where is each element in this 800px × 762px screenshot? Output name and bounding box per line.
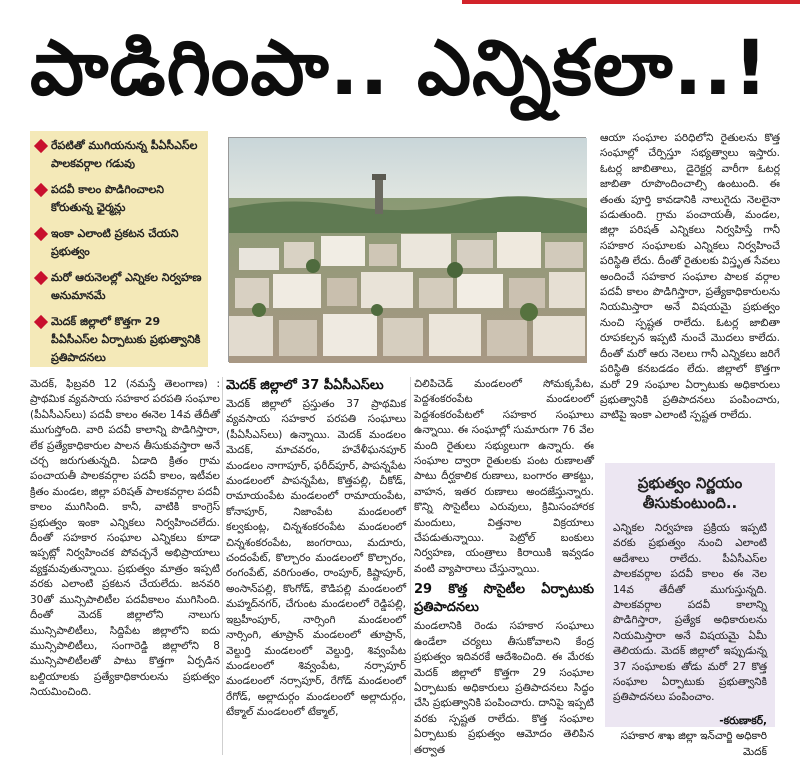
article-column-4 — [600, 131, 780, 429]
masthead-red-bar — [462, 0, 800, 4]
column-divider — [222, 377, 223, 755]
highlight-item — [36, 269, 202, 305]
highlight-text: పదవీ కాలం పొడిగించాలని కోరుతున్న ఛైర్మన్లు — [51, 183, 164, 214]
highlight-item — [36, 225, 202, 261]
highlight-item — [36, 181, 202, 217]
page-headline: పాడిగింపా.. ఎన్నికలా..! — [30, 23, 769, 112]
article-paragraph: మెదక్‌, ఫిబ్రవరి 12 (నమస్తే తెలంగాణ) : ప్రాథమిక వ్యవసాయ సహకార పరపతి సంఘాల (పీఏసీఎస్‌లు) పదవీ కాలం ఈనెల 14వ తేదీతో ముగుస్తోంది. వారి పదవీ కాలాన్ని పొడిగిస్తారా, లేక ప్రత్యేకాధికారుల పాలన తీసుకువస్తారా అనే చర్చ జరుగుతున్నది. ఏడాది క్రితం గ్రామ పంచాయతీ పాలకవర్గాల పదవీ కాలం, ఇటీవల క్రితం మండల, జిల్లా పరిషత్‌ పాలకవర్గాల పదవీ కాలం ముగిసింది. కానీ, వాటికి కాంగ్రెస్‌ ప్రభుత్వం ఇంకా ఎన్నికలు నిర్వహించలేదు. దీంతో సహకార సంఘాల ఎన్నికలు కూడా ఇప్పట్లో నిర్వహించక పోవచ్చనే అభిప్రాయాలు వ్యక్తమవుతున్నాయి. ప్రభుత్వం మాత్రం ఇప్పటి వరకు ఎలాంటి ప్రకటన చేయలేదు. జనవరి 30తో మున్సిపాలిటీల పదవీకాలం ముగిసింది. దీంతో మెదక్‌ జిల్లాలోని నాలుగు మున్సిపాలిటీలు, సిద్దిపేట జిల్లాలోని ఐదు మున్సిపాలిటీలు, సంగారెడ్డి జిల్లాలోని 8 మున్సిపాలిటీలతో పాటు కొత్తగా ఏర్పడిన బల్దియాలకు ప్రత్యేకాధికారులను ప్రభుత్వం నియమించింది. — [30, 378, 220, 699]
official-quote-box — [605, 463, 775, 758]
article-paragraph: ఆయా సంఘాల పరిధిలోని రైతులను కొత్త సంఘాల్లో చేర్పిస్తూ సభ్యత్వాలు ఇస్తారు. ఓటర్ల జాబితాలు, డైరెక్టర్ల వారీగా ఓటర్ల జాబితా రూపొందించాల్సి ఉంటుంది. ఈ తంతు పూర్తి కావడానికి నాలుగైదు నెలలైనా పడుతుంది. గ్రామ పంచాయతీ, మండల, జిల్లా పరిషత్‌ ఎన్నికలు నిర్వహిస్తే గానీ సహకార సంఘాలకు ఎన్నికలు నిర్వహించే పరిస్థితి లేదు. దీంతో రైతులకు విస్తృత సేవలు అందించే సహకార సంఘాల పాలక వర్గాల పదవీ కాలం పొడిగిస్తారా, ప్రత్యేకాధికారులను నియమిస్తారా అనే విషయమై ప్రభుత్వం నుంచి స్పష్టత రాలేదు. ఓటర్ల జాబితా రూపకల్పన ఇప్పటి నుంచే మొదలు కాలేదు. దీంతో మరో ఆరు నెలలు గానీ ఎన్నికలు జరిగే పరిస్థితి కనబడడం లేదు. జిల్లాలో కొత్తగా మరో 29 సంఘాల ఏర్పాటుకు అధికారులు ప్రభుత్వానికి ప్రతిపాదనలు పంపించారు, వాటిపై ఇంకా ఎలాంటి స్పష్టత రాలేదు. — [600, 132, 780, 422]
article-column-3 — [414, 377, 594, 755]
article-column-2 — [226, 377, 406, 755]
diamond-bullet-icon — [34, 315, 48, 329]
column-divider — [410, 377, 411, 755]
quote-box-title: ప్రభుత్వం నిర్ణయం తీసుకుంటుంది.. — [637, 474, 743, 512]
section-subheading: మెదక్‌ జిల్లాలో 37 పీఏసీఎస్‌లు — [226, 378, 384, 393]
diamond-bullet-icon — [34, 139, 48, 153]
highlight-text: రేపటితో ముగియనున్న పీఏసీఎస్‌ల పాలకవర్గాల గడువు — [51, 139, 198, 170]
article-paragraph: మండలానికి రెండు సహకార సంఘాలు ఉండేలా చర్యలు తీసుకోవాలని కేంద్ర ప్రభుత్వం ఇదివరకే ఆదేశించింది. ఈ మేరకు మెదక్‌ జిల్లాలో కొత్తగా 29 సంఘాల ఏర్పాటుకు అధికారులు ప్రతిపాదనలు సిద్ధం చేసి ప్రభుత్వానికి పంపించారు. దానిపై ఇప్పటి వరకు స్పష్టత రాలేదు. కొత్త సంఘాల ఏర్పాటుకు ప్రభుత్వం ఆమోదం తెలిపిన తర్వాత — [414, 620, 594, 756]
highlights-box — [30, 131, 208, 367]
quote-box-text: ఎన్నికల నిర్వహణ ప్రక్రియ ఇప్పటి వరకు ప్రభుత్వం నుంచి ఎలాంటి ఆదేశాలు రాలేదు. పీఏసీఎస్‌ల పాలకవర్గాల పదవీ కాలం ఈ నెల 14వ తేదీతో ముగుస్తున్నది. పాలకవర్గాల పదవీ కాలాన్ని పొడిగిస్తారా, ప్రత్యేక అధికారులను నియమిస్తారా అనే విషయమై ఏమీ తెలియదు. మెదక్‌ జిల్లాలో ఇప్పుడున్న 37 సంఘాలకు తోడు మరో 27 కొత్త సంఘాల ఏర్పాటుకు ప్రభుత్వానికి ప్రతిపాదనలు పంపించాం. — [613, 522, 767, 704]
quote-author-role: సహకార శాఖ జిల్లా ఇన్‌చార్జి అధికారి మెదక్‌ — [620, 730, 767, 758]
diamond-bullet-icon — [34, 227, 48, 241]
highlight-item — [36, 137, 202, 173]
article-column-1 — [30, 377, 220, 755]
article-paragraph: చిలిపిచెడ్‌ మండలంలో సోమక్కపేట, పెద్దశంకరంపేట మండలంలో పెద్దశంకరంపేటలో సహకార సంఘాలు ఉన్నాయి. ఈ సంఘాల్లో సుమారుగా 76 వేల మంది రైతులు సభ్యులుగా ఉన్నారు. ఈ సంఘాల ద్వారా రైతులకు పంట రుణాలతో పాటు దీర్ఘకాలిక రుణాలు, బంగారం తాకట్టు, వాహన, ఇతర రుణాలు అందజేస్తున్నారు. కొన్ని సొసైటీలు ఎరువులు, క్రిమిసంహారక మందులు, విత్తనాల విక్రయాలు చేపడుతున్నాయి. పెట్రోల్‌ బంకులు నిర్వహణ, యంత్రాలు కిరాయికి ఇవ్వడం వంటి వ్యాపారాలు చేస్తున్నాయి. — [414, 378, 594, 575]
quote-author: -కరుణాకర్‌, — [719, 714, 767, 727]
section-subheading: 29 కొత్త సొసైటీల ఏర్పాటుకు ప్రతిపాదనలు — [414, 582, 594, 616]
highlight-text: మరో ఆరునెలల్లో ఎన్నికల నిర్వహణ అనుమానమే — [51, 271, 202, 302]
diamond-bullet-icon — [34, 183, 48, 197]
highlight-text: ఇంకా ఎలాంటి ప్రకటన చేయని ప్రభుత్వం — [51, 227, 179, 258]
highlight-item — [36, 313, 202, 367]
article-paragraph: మెదక్‌ జిల్లాలో ప్రస్తుతం 37 ప్రాథమిక వ్యవసాయ సహకార పరపతి సంఘాలు (పీఏసీఎస్‌లు) ఉన్నాయి. మెదక్‌ మండలం మెదక్‌, మాచవరం, హవేళీఘనపూర్‌ మండలం నాగాపూర్‌, ఫరీద్‌పూర్‌, పాపన్నపేట మండలంలో పాపన్నపేట, కొత్తపల్లి, చీకోడ్‌, రామాయంపేట మండలంలో రామాయంపేట, కోనాపూర్‌, నిజాంపేట మండలంలో కల్వకుంట్ల, చిన్నశంకరంపేట మండలంలో చిన్నశంకరంపేట, జంగరాయి, మదూరు, చందంపేట్‌, కొల్చారం మండలంలో కొల్చారం, రంగంపేట్‌, వరిగుంతం, రాంపూర్‌, కిష్టాపూర్‌, అంసాన్‌పల్లి, కొంగోడ్‌, కౌడిపల్లి మండలంలో మహ్మద్‌నగర్‌, చేగుంట మండలంలో రెడ్డిపల్లి, ఇబ్రహీంపూర్‌, నార్సింగి మండలంలో నార్సింగి, తూప్రాన్‌ మండలంలో తూప్రాన్‌, వెల్దుర్తి మండలంలో వెల్దుర్తి, శివ్వంపేట మండలంలో శివ్వంపేట, నర్సాపూర్‌ మండలంలో నర్సాపూర్‌, రేగోడ్‌ మండలంలో రేగోడ్‌, అల్లాదుర్గం మండలంలో అల్లాదుర్గం, టేక్మాల్‌ మండలంలో టేక్మాల్‌, — [226, 398, 406, 719]
town-aerial-photo — [228, 137, 586, 362]
diamond-bullet-icon — [34, 271, 48, 285]
highlight-text: మెదక్‌ జిల్లాలో కొత్తగా 29 పీఏసీఎస్‌ల ఏర్పాటుకు ప్రభుత్వానికి ప్రతిపాదనలు — [51, 315, 201, 364]
